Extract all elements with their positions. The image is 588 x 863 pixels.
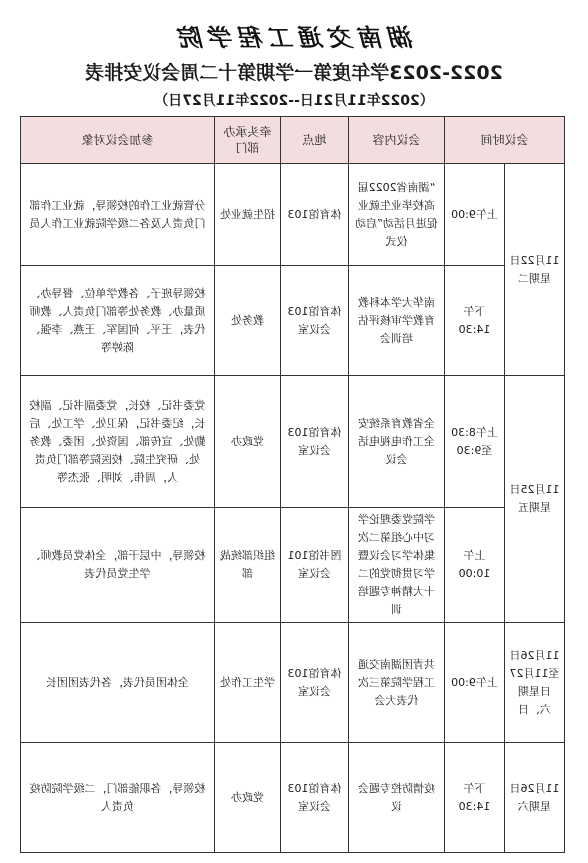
table-row [20, 266, 564, 376]
place-cell: 体育馆103会议室 [280, 743, 348, 853]
slot-cell: 下午14:30 [444, 266, 504, 376]
school-name: 湖南交通工程学院 [174, 23, 414, 52]
attendees-cell: 校领导班子、各教学单位、督导办、质量办、教务处等部门负责人、教师代表，王平、何国军、王燕、李强、陈婷等 [20, 266, 214, 376]
date-cell: 11月22日星期二 [505, 164, 565, 376]
table-row [20, 743, 564, 853]
slot-cell: 上午8:30至9:30 [444, 376, 504, 508]
slot-cell: 上午9:00 [444, 623, 504, 743]
dept-cell: 党政办 [214, 743, 280, 853]
date-cell: 11月25日星期五 [505, 376, 565, 623]
dept-cell: 教务处 [214, 266, 280, 376]
content-cell: 全省教育系统安全工作电视电话会议 [348, 376, 444, 508]
table-row [20, 623, 564, 743]
place-cell: 体育馆103会议室 [280, 376, 348, 508]
header-dept: 牵头承办部门 [214, 117, 280, 164]
attendees-cell: 校领导，各职能部门，二级学院防疫负责人 [20, 743, 214, 853]
slot-cell: 上午10:00 [444, 508, 504, 623]
header-content: 会议内容 [348, 117, 444, 164]
content-cell: “湖南省2022届高校毕业生就业促进月活动”启动仪式 [348, 164, 444, 266]
attendees-cell: 全体团员代表，各代表团团长 [20, 623, 214, 743]
table-row [20, 508, 564, 623]
date-cell: 11月26日至11月27日星期六、日 [505, 623, 565, 743]
attendees-cell: 分管就业工作的校领导，就业工作部门负责人及各二级学院就业工作人员 [20, 164, 214, 266]
place-cell: 体育馆103会议室 [280, 623, 348, 743]
content-cell: 共青团湖南交通工程学院第三次代表大会 [348, 623, 444, 743]
date-cell: 11月26日星期六 [505, 743, 565, 853]
place-cell: 图书馆101会议室 [280, 508, 348, 623]
header-time: 会议时间 [444, 117, 564, 164]
place-cell: 体育馆103 [280, 164, 348, 266]
dept-cell: 学生工作处 [214, 623, 280, 743]
table-header-row [20, 117, 564, 164]
attendees-cell: 校领导，中层干部，全体党员教师、学生党员代表 [20, 508, 214, 623]
dept-cell: 组织部统战部 [214, 508, 280, 623]
slot-cell: 下午14:30 [444, 743, 504, 853]
attendees-cell: 党委书记、校长，党委副书记、副校长，纪委书记，保卫处、学工处、后勤处、宣传部、国资处、团委、教务处、研究生院、校医院等部门负责人，周伟、刘明、张杰等 [20, 376, 214, 508]
content-cell: 南华大学本科教育教学审核评估培训会 [348, 266, 444, 376]
content-cell: 疫情防控专题会议 [348, 743, 444, 853]
table-row [20, 376, 564, 508]
header-attendees: 参加会议对象 [20, 117, 214, 164]
page-title: 2022-2023学年度第一学期第十二周会议安排表 [85, 62, 503, 84]
dept-cell: 招生就业处 [214, 164, 280, 266]
dept-cell: 党政办 [214, 376, 280, 508]
place-cell: 体育馆103会议室 [280, 266, 348, 376]
header-place: 地点 [280, 117, 348, 164]
content-cell: 学院党委理论学习中心组第二次集体学习会议暨学习贯彻党的二十大精神专题培训 [348, 508, 444, 623]
table-row [20, 164, 564, 266]
meeting-schedule-table [20, 116, 565, 853]
date-range: （2022年11月21日--2022年11月27日） [154, 93, 434, 109]
slot-cell: 上午9:00 [444, 164, 504, 266]
